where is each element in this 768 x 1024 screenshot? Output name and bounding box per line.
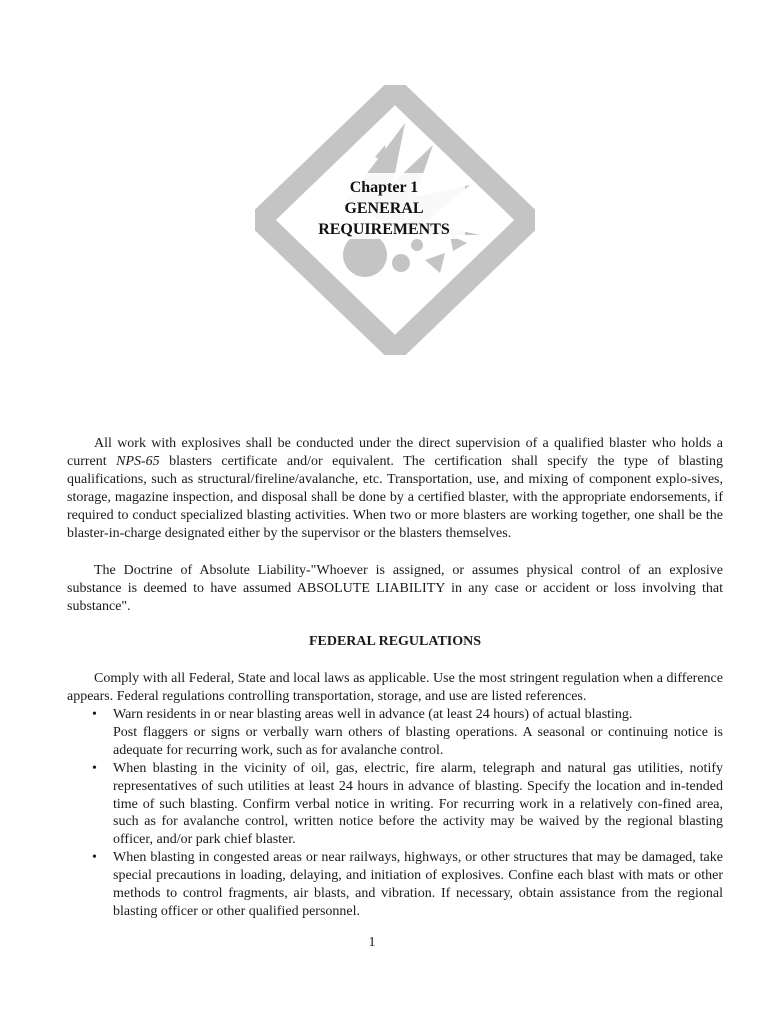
list-item [90,760,723,850]
bullet-icon: • [92,850,97,866]
certificate-code: NPS-65 [116,453,160,469]
bullet-icon: • [92,707,97,722]
intro-paragraph-1 [67,435,723,542]
list-item-text: Post flaggers or signs or verbally warn others of blasting operations. A seasonal or continuing notice is adequate for recurring work, such as for avalanche control. [113,724,723,758]
list-item [90,849,723,921]
chapter-title-line-1: GENERAL [344,200,424,217]
bullet-icon: • [92,760,97,776]
intro-p1-text-b: blasters certificate and/or equivalent. The certification shall specify the type of blasting qualifications, such as structural/fireline/avalanche, etc. Transportation, use, and mixing of component explo-sives, storage, magazine inspection, and disposal shall be done by a certified blaster, with the appropriate endorsements, if required to conduct specialized blasting activities. When two or more blasters are working together, one shall be the blaster-in-charge designated either by the supervisor or the blasters themselves. [67,453,723,541]
chapter-title-line-2: REQUIREMENTS [318,221,450,238]
section-heading-federal-regulations: FEDERAL REGULATIONS [308,634,482,649]
liability-paragraph [67,562,723,616]
intro-p1-text-a: All work with explosives shall be conducted under the direct supervision of a qualified blaster who holds a current [67,436,723,469]
list-item-text: Warn residents in or near blasting areas well in advance (at least 24 hours) of actual blasting. [113,707,633,722]
list-item [90,706,723,760]
federal-intro-text: Comply with all Federal, State and local laws as applicable. Use the most stringent regulation when a difference appears. Federal regulations controlling transportation, storage, and use are listed references. [67,671,723,704]
list-item-text: When blasting in congested areas or near railways, highways, or other structures that may be damaged, take special precautions in loading, delaying, and initiation of explosives. Confine each blast with mats or other methods to control fragments, air blasts, and vibration. If necessary, obtain assistance from the regional blasting officer or other qualified personnel. [113,850,723,919]
federal-requirements-list [90,706,723,921]
chapter-number: Chapter 1 [349,179,419,196]
liability-text: The Doctrine of Absolute Liability-"Whoever is assigned, or assumes physical control of an explosive substance is deemed to have assumed ABSOLUTE LIABILITY in any case or accident or loss involving that substance". [67,563,723,614]
page-number: 1 [368,935,376,950]
chapter-heading [0,177,768,240]
list-item-text: When blasting in the vicinity of oil, gas, electric, fire alarm, telegraph and natural gas utilities, notify representatives of such utilities at least 24 hours in advance of blasting. Specify the location and in-tended time of such blasting. Confirm verbal notice in writing. For recurring work in a relatively con-fined area, such as for avalanche control, written notice before the activity may be waived by the regional blasting officer, and/or park chief blaster. [113,760,723,848]
federal-intro-paragraph [67,670,723,706]
